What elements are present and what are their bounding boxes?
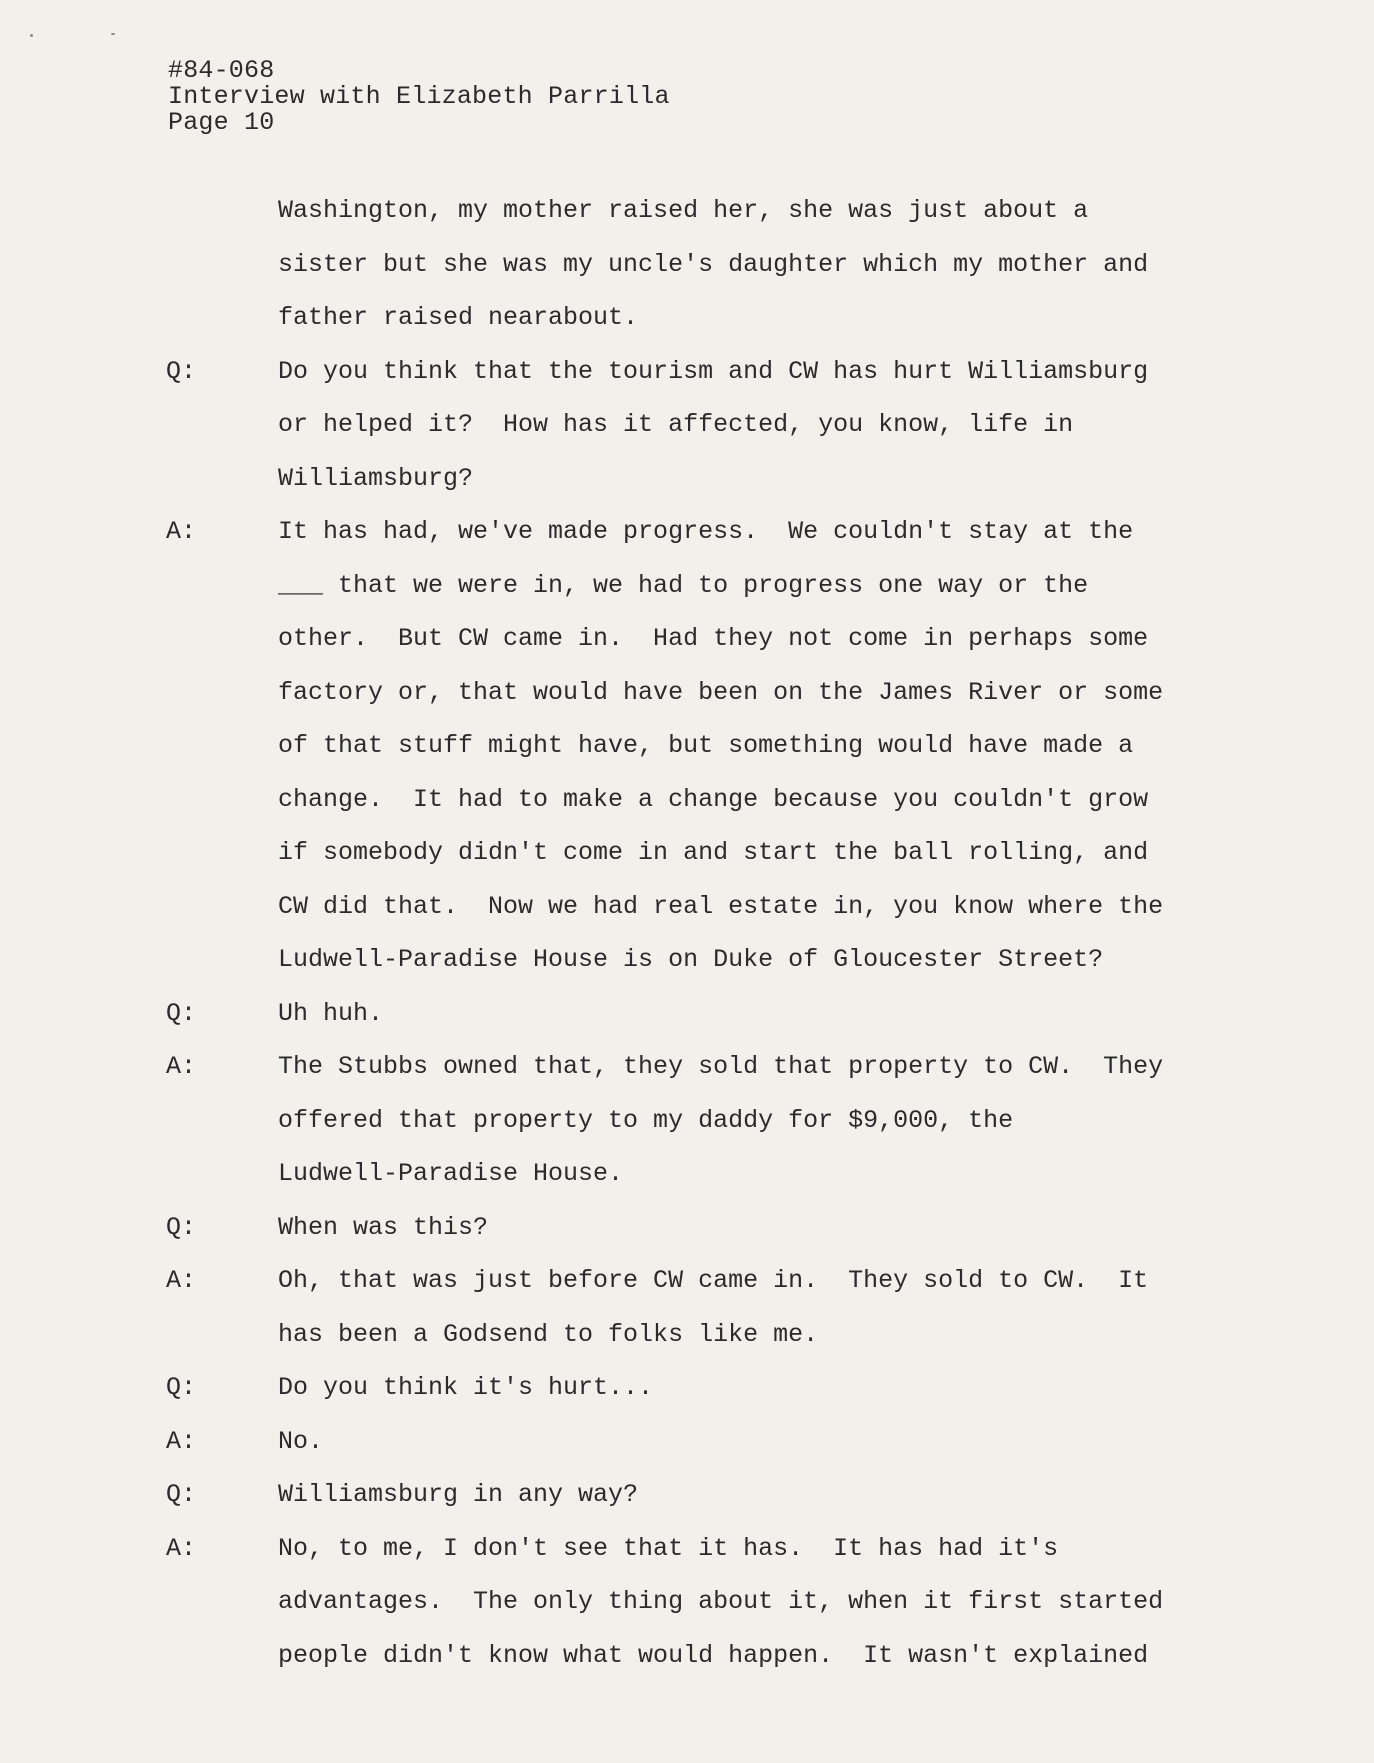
- text-line: Uh huh.: [278, 998, 384, 1028]
- utterance-text: [278, 1522, 1238, 1683]
- speaker-label: A:: [166, 517, 197, 546]
- utterance-text: [278, 1361, 1238, 1415]
- speaker-label: Q:: [166, 1373, 197, 1402]
- text-line: offered that property to my daddy for $9,000, the: [278, 1105, 1014, 1135]
- utterance-text: [278, 345, 1238, 506]
- utterance-text: [278, 1201, 1238, 1255]
- text-line: sister but she was my uncle's daughter which my mother and: [278, 249, 1149, 279]
- speaker-label: A:: [166, 1533, 197, 1563]
- text-line: Williamsburg in any way?: [278, 1480, 639, 1509]
- speaker-label: Q:: [166, 356, 197, 386]
- utterance-text: [278, 987, 1238, 1041]
- speaker-label: A:: [166, 1052, 197, 1081]
- text-line: No, to me, I don't see that it has. It has had it's: [278, 1533, 1059, 1563]
- text-line: Williamsburg?: [278, 463, 474, 493]
- text-line: CW did that. Now we had real estate in, you know where the: [278, 891, 1164, 921]
- text-line: Washington, my mother raised her, she was just about a: [278, 196, 1089, 225]
- text-line: has been a Godsend to folks like me.: [278, 1319, 819, 1349]
- speaker-label: A:: [166, 1266, 197, 1295]
- text-line: if somebody didn't come in and start the ball rolling, and: [278, 838, 1149, 867]
- text-line: It has had, we've made progress. We couldn't stay at the: [278, 517, 1134, 546]
- text-line: ___ that we were in, we had to progress one way or the: [278, 570, 1089, 600]
- text-line: of that stuff might have, but something would have made a: [278, 731, 1134, 760]
- text-line: When was this?: [278, 1212, 489, 1242]
- document-id: #84-068: [168, 56, 275, 85]
- utterance-text: [278, 505, 1238, 987]
- utterance-text: [278, 1040, 1238, 1201]
- utterance-text: [278, 1415, 1238, 1469]
- utterance-text: [278, 184, 1238, 345]
- speaker-label: Q:: [166, 1480, 197, 1509]
- utterance-text: [278, 1254, 1238, 1361]
- utterance-text: [278, 1468, 1238, 1522]
- text-line: people didn't know what would happen. It wasn't explained: [278, 1640, 1149, 1670]
- text-line: Ludwell-Paradise House.: [278, 1159, 624, 1188]
- speaker-label: Q:: [166, 1212, 197, 1242]
- text-line: No.: [278, 1426, 324, 1456]
- speaker-label: Q:: [166, 998, 197, 1028]
- text-line: Ludwell-Paradise House is on Duke of Gloucester Street?: [278, 945, 1104, 974]
- text-line: Oh, that was just before CW came in. They sold to CW. It: [278, 1266, 1149, 1295]
- text-line: Do you think it's hurt...: [278, 1373, 654, 1402]
- text-line: Do you think that the tourism and CW has hurt Williamsburg: [278, 356, 1149, 386]
- text-line: other. But CW came in. Had they not come in perhaps some: [278, 624, 1149, 653]
- text-line: or helped it? How has it affected, you know, life in: [278, 410, 1074, 439]
- page-number: Page 10: [168, 108, 275, 137]
- text-line: factory or, that would have been on the James River or some: [278, 677, 1164, 707]
- speaker-label: A:: [166, 1426, 197, 1456]
- text-line: The Stubbs owned that, they sold that property to CW. They: [278, 1052, 1164, 1081]
- document-title: Interview with Elizabeth Parrilla: [168, 82, 670, 111]
- text-line: advantages. The only thing about it, when it first started: [278, 1587, 1164, 1616]
- text-line: father raised nearabout.: [278, 303, 639, 332]
- text-line: change. It had to make a change because you couldn't grow: [278, 784, 1149, 814]
